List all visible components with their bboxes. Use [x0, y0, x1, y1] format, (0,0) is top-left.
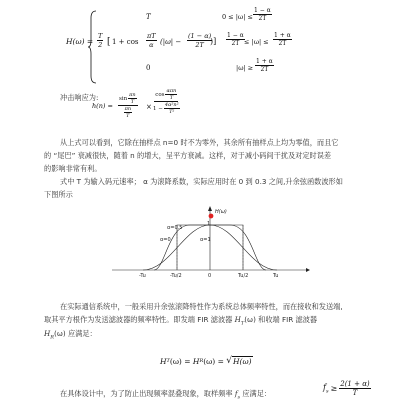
eq1-case2-pi-frac: $\frac{\pi T}{\alpha}$ [147, 32, 156, 49]
eq1-case2-abs: (|ω| − [160, 38, 182, 46]
raised-cosine-figure [110, 203, 310, 283]
x-axis-arrow-icon [306, 268, 310, 272]
impulse-frac2: cos $\frac{\text{απn}}{T}$ 1 − $\frac{\text{4α²n²}}{\text{T²}}$ [153, 88, 179, 115]
fig-xtick-tu: Tu [273, 273, 279, 279]
eq1-case2-close: )] [210, 37, 217, 46]
fig-label-alpha1: α=1 [200, 237, 211, 243]
para1-line3: 的影响非常有利。 [44, 164, 102, 173]
para2-line2: 取其平方根作为发送滤波器的频率特性。即发端 FIR 滤波器 $H_T(\omega)$ 和收端 FIR 滤波器 [44, 315, 318, 327]
fig-label-alpha0: α=0 [160, 237, 171, 243]
eq1-case2-cond-left: $\frac{1 - \alpha}{2T}$ [227, 32, 244, 47]
red-marker-icon [209, 214, 214, 219]
para2-line3: $H_R(\omega)$ 应满足： [44, 329, 97, 341]
eq1-case2-bracket-open: [ [107, 37, 111, 47]
eq1-lhs: H(ω) = [66, 37, 94, 46]
para1-line2: 的 “尾巴” 衰减很快，随着 n 的增大，呈平方衰减。这样，对于减小码间干扰及对定时误差 [44, 151, 332, 160]
fig-label-h: H(ω) [215, 209, 227, 215]
sqrt-icon: √ [226, 356, 233, 366]
para2-line1: 在实际通信系统中，一般采用升余弦滚降特性作为系统总体频率特性，而在接收和发送端, [60, 302, 343, 311]
fig-xtick-tu-half: Tu/2 [238, 273, 249, 279]
impulse-label: 冲击响应为: [60, 93, 99, 102]
eq1-case3-value: 0 [146, 64, 151, 72]
impulse-times: × [146, 103, 152, 111]
y-axis-arrow-icon [208, 206, 212, 211]
eq1-case3-frac: $\frac{1 + \alpha}{2T}$ [256, 58, 273, 73]
eq1-case2-inner-frac: $\frac{(1 - \alpha)}{2T}$ [188, 32, 212, 49]
para1-line5: 下图所示 [44, 190, 73, 199]
equation-sqrt: H T (ω) = H R (ω) = √ H(ω) [160, 356, 252, 366]
impulse-lhs: h(n) = [92, 102, 113, 110]
fig-xtick-neg-tu-half: -Tu/2 [170, 273, 182, 279]
fig-xtick-neg-tu: -Tu [139, 273, 146, 279]
eq1-case1-value: T [146, 13, 151, 21]
eq1-case2-cond-right: $\frac{1 + \alpha}{2T}$ [274, 32, 291, 47]
equation-fs: $f_s$ ≥ $\frac{2(1 + \alpha)}{T}$ [323, 380, 370, 397]
eq1-case3-condition: |ω| ≥ [236, 64, 254, 72]
fig-label-alpha05: α=0.5 [167, 225, 183, 231]
eq1-case2-body: 1 + cos [112, 38, 139, 46]
eq1-case1-condition: 0 ≤ |ω| ≤ [222, 13, 253, 21]
para1-line1: 从上式可以看到，它除在抽样点 n=0 时不为零外，其余所有抽样点上均为零值，而且它 [60, 138, 339, 147]
eq1-case2-prefactor: $\frac{T}{2}$ [98, 32, 103, 49]
fig-label-1: 1 [207, 221, 211, 227]
eq1-case1-frac: $\frac{1 - \alpha}{2T}$ [254, 7, 271, 22]
para1-line4: 式中 T 为输入码元速率； α 为滚降系数，实际应用时在 0 到 0.3 之间,升余弦函数波形如 [60, 177, 343, 186]
impulse-frac1: sin $\frac{\pi n}{T}$ $\frac{\pi n}{T}$ [119, 92, 136, 119]
fig-xtick-zero: 0 [208, 273, 212, 279]
paragraph-3: 在具体设计中，为了防止出现频率混叠现象，取样频率 $f_s$ 应满足： [60, 389, 272, 401]
raised-cosine-plot [110, 203, 310, 283]
eq1-case2-cond-mid: ≤ |ω| ≤ [244, 38, 269, 46]
